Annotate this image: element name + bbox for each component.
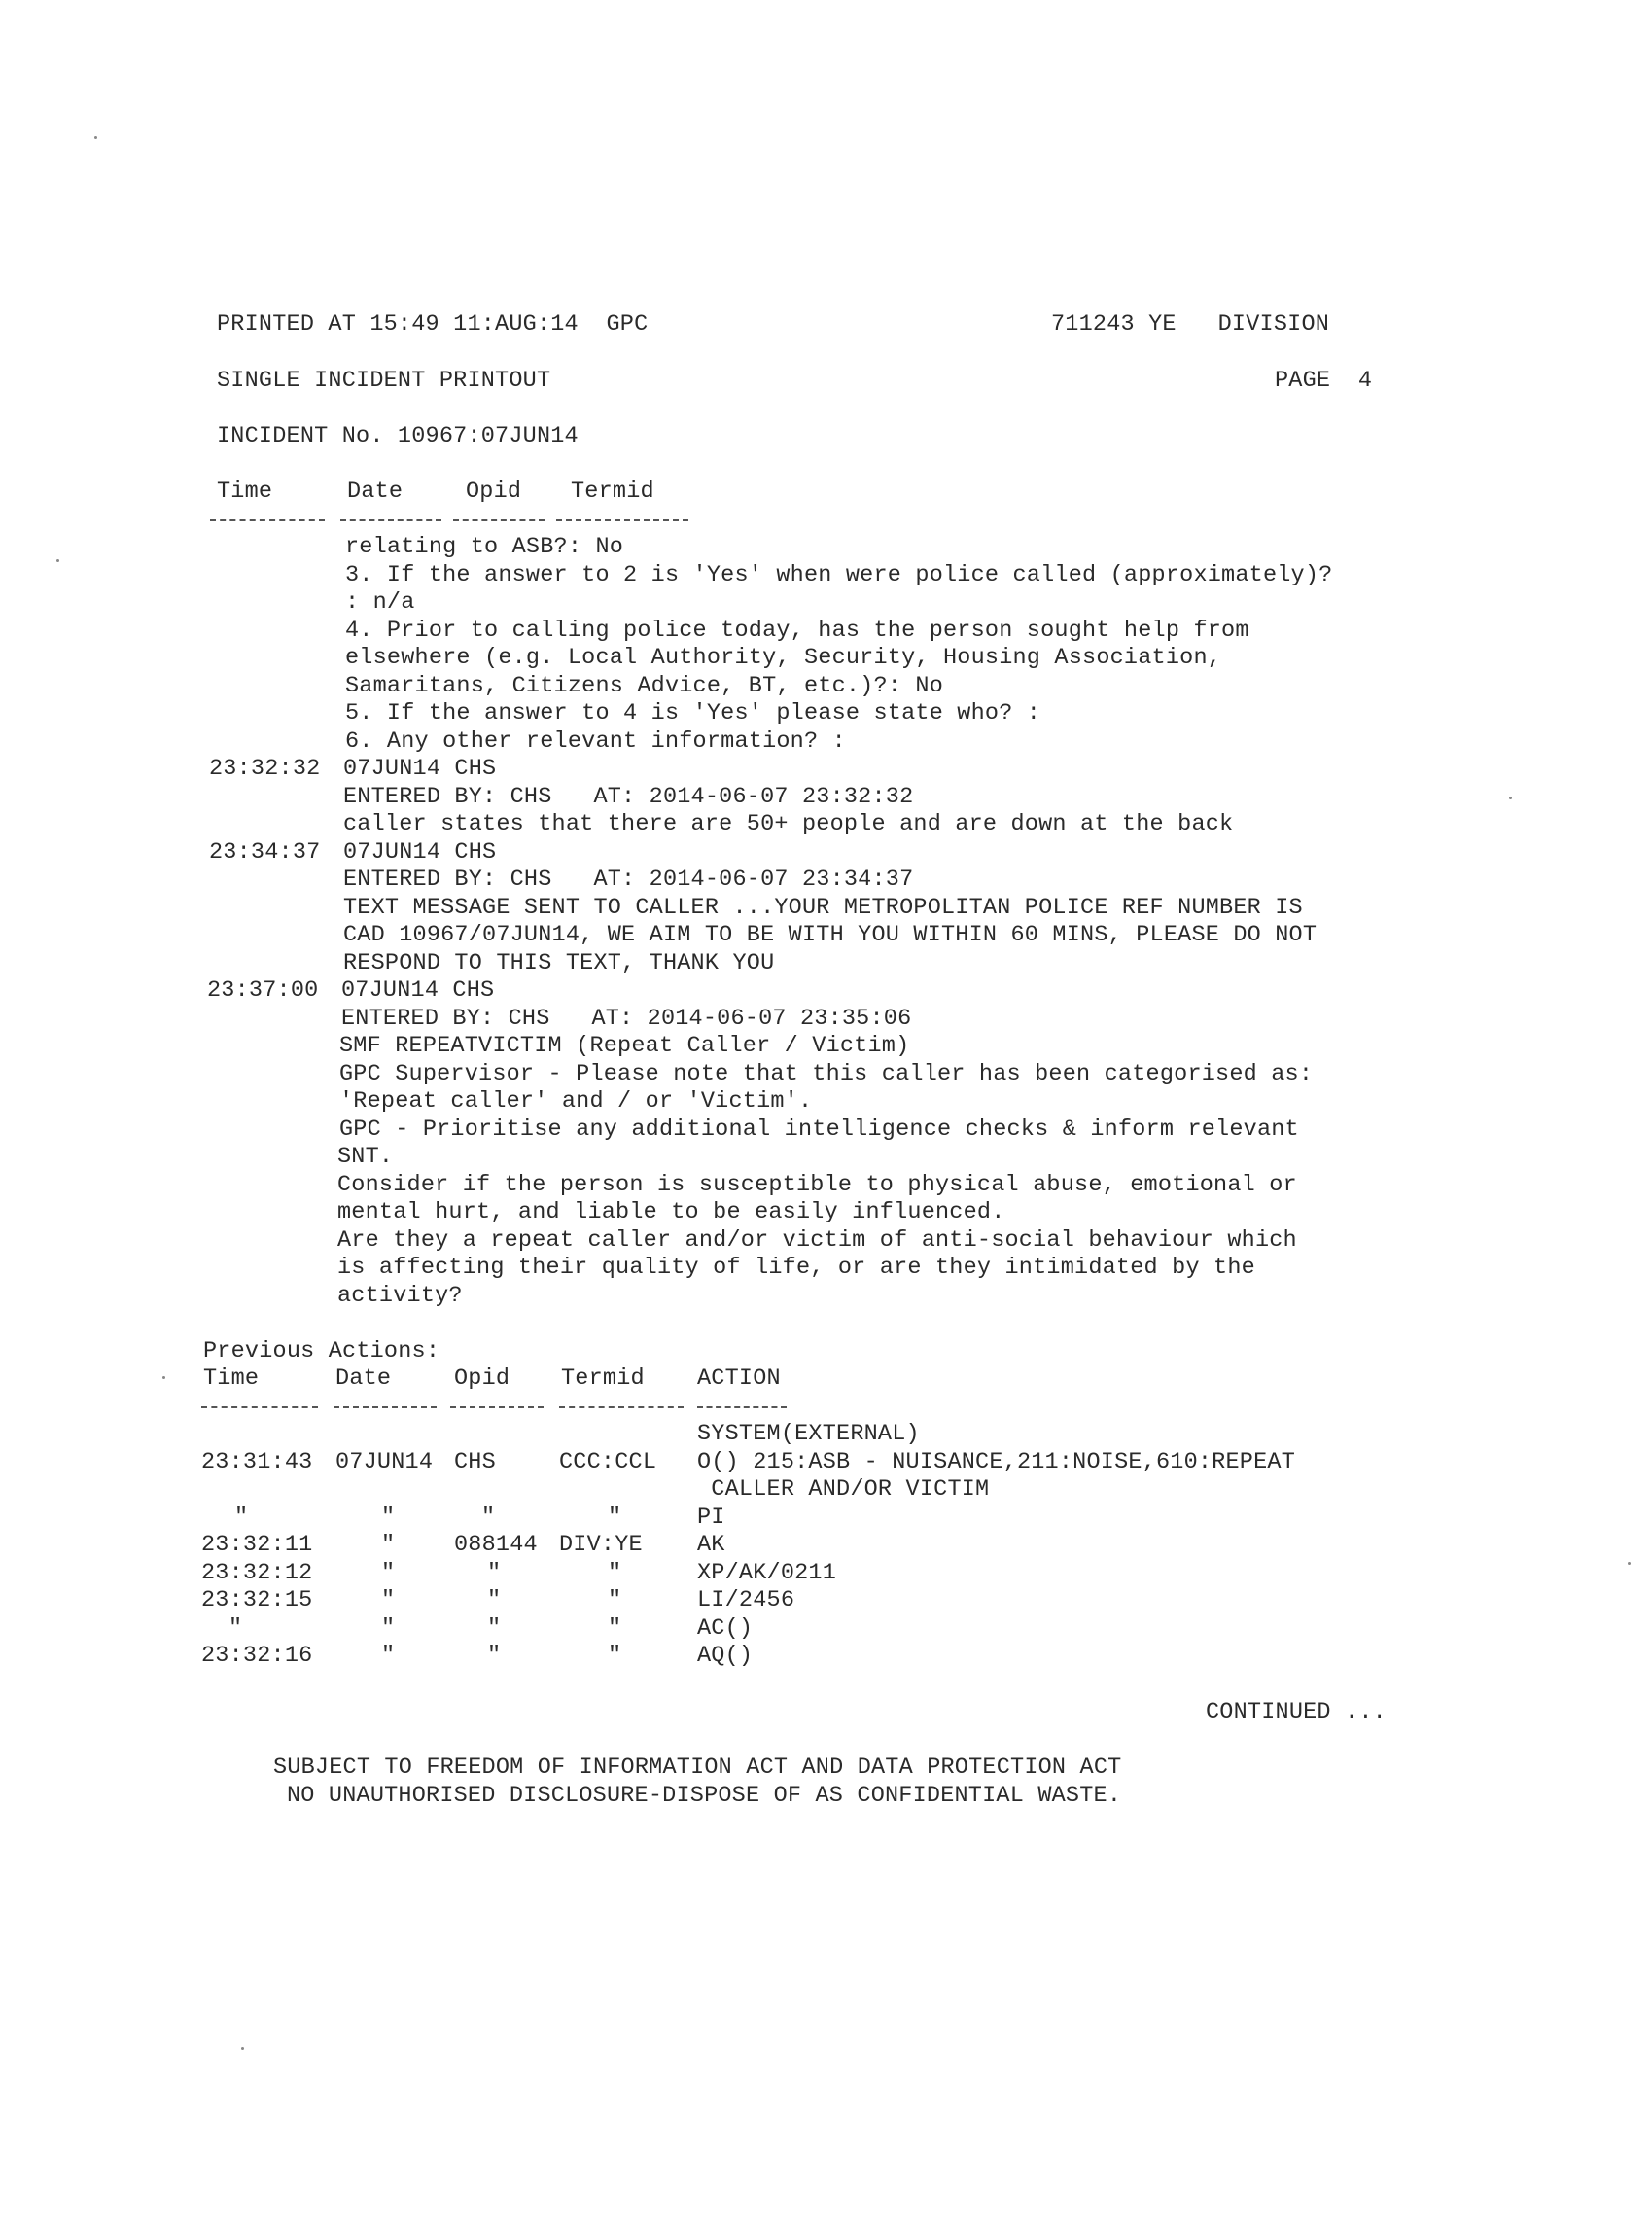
divider bbox=[334, 1406, 437, 1408]
date-cell: " bbox=[381, 1505, 396, 1531]
body-line: : n/a bbox=[345, 589, 415, 616]
action-cell: LI/2456 bbox=[697, 1587, 795, 1613]
divider bbox=[450, 1406, 544, 1408]
entry-line: TEXT MESSAGE SENT TO CALLER ...YOUR METROPOLITAN POLICE REF NUMBER IS bbox=[343, 895, 1303, 921]
col-opid: Opid bbox=[466, 478, 522, 505]
entry-line: GPC Supervisor - Please note that this caller has been categorised as: bbox=[339, 1061, 1314, 1087]
time-cell: " bbox=[234, 1505, 249, 1531]
date-cell: 07JUN14 bbox=[335, 1449, 434, 1475]
printed-at: PRINTED AT 15:49 11:AUG:14 GPC bbox=[217, 311, 649, 337]
termid-cell: " bbox=[608, 1615, 622, 1642]
body-line: relating to ASB?: No bbox=[345, 534, 624, 560]
entry-time: 23:32:32 bbox=[209, 756, 321, 782]
opid-cell: " bbox=[487, 1615, 502, 1642]
document-title: SINGLE INCIDENT PRINTOUT bbox=[217, 368, 551, 394]
date-cell: " bbox=[381, 1560, 396, 1586]
entry-line: RESPOND TO THIS TEXT, THANK YOU bbox=[343, 950, 775, 976]
pa-col-time: Time bbox=[203, 1365, 260, 1392]
continued-note: CONTINUED ... bbox=[1206, 1699, 1387, 1725]
scan-speck bbox=[1628, 1562, 1631, 1565]
time-cell: 23:32:15 bbox=[201, 1587, 313, 1613]
divider bbox=[556, 519, 688, 521]
scan-speck bbox=[162, 1376, 165, 1379]
entry-line: is affecting their quality of life, or are they intimidated by the bbox=[337, 1255, 1255, 1281]
termid-cell: CCC:CCL bbox=[559, 1449, 657, 1475]
entry-stamp: 07JUN14 CHS bbox=[343, 756, 497, 782]
action-cell: XP/AK/0211 bbox=[697, 1560, 837, 1586]
divider bbox=[697, 1406, 787, 1408]
footer-line: NO UNAUTHORISED DISCLOSURE-DISPOSE OF AS CONFIDENTIAL WASTE. bbox=[287, 1783, 1122, 1809]
pa-col-opid: Opid bbox=[454, 1365, 510, 1392]
pa-col-action: ACTION bbox=[697, 1365, 781, 1392]
body-line: 3. If the answer to 2 is 'Yes' when were police called (approximately)? bbox=[345, 562, 1333, 588]
pa-col-termid: Termid bbox=[561, 1365, 645, 1392]
termid-cell: " bbox=[608, 1505, 622, 1531]
action-cell: PI bbox=[697, 1505, 725, 1531]
scan-speck bbox=[1509, 797, 1512, 799]
termid-cell: " bbox=[608, 1643, 622, 1669]
opid-cell: " bbox=[487, 1643, 502, 1669]
entry-stamp: 07JUN14 CHS bbox=[341, 977, 495, 1004]
division: 711243 YE DIVISION bbox=[1051, 311, 1330, 337]
action-cell: AK bbox=[697, 1532, 725, 1558]
entry-line: SMF REPEATVICTIM (Repeat Caller / Victim) bbox=[339, 1033, 910, 1059]
incident-number: INCIDENT No. 10967:07JUN14 bbox=[217, 423, 579, 449]
col-date: Date bbox=[347, 478, 404, 505]
page-number: PAGE 4 bbox=[1275, 368, 1373, 394]
entry-line: activity? bbox=[337, 1283, 463, 1309]
body-line: 5. If the answer to 4 is 'Yes' please state who? : bbox=[345, 700, 1041, 726]
time-cell: 23:32:16 bbox=[201, 1643, 313, 1669]
scan-speck bbox=[94, 136, 97, 139]
scan-speck bbox=[56, 559, 59, 562]
entry-line: Consider if the person is susceptible to physical abuse, emotional or bbox=[337, 1172, 1297, 1198]
pa-col-date: Date bbox=[335, 1365, 392, 1392]
divider bbox=[210, 519, 325, 521]
body-line: elsewhere (e.g. Local Authority, Security, Housing Association, bbox=[345, 645, 1222, 671]
col-time: Time bbox=[217, 478, 273, 505]
action-cell: CALLER AND/OR VICTIM bbox=[697, 1476, 990, 1503]
entry-time: 23:37:00 bbox=[207, 977, 319, 1004]
divider bbox=[340, 519, 441, 521]
scan-speck bbox=[241, 2047, 244, 2050]
col-termid: Termid bbox=[571, 478, 654, 505]
entry-line: caller states that there are 50+ people and are down at the back bbox=[343, 811, 1234, 837]
time-cell: " bbox=[228, 1615, 243, 1642]
entry-line: SNT. bbox=[337, 1144, 394, 1170]
opid-cell: CHS bbox=[454, 1449, 496, 1475]
action-cell: AC() bbox=[697, 1615, 754, 1642]
footer-line: SUBJECT TO FREEDOM OF INFORMATION ACT AND DATA PROTECTION ACT bbox=[273, 1754, 1122, 1781]
entry-line: ENTERED BY: CHS AT: 2014-06-07 23:32:32 bbox=[343, 784, 914, 810]
previous-actions-heading: Previous Actions: bbox=[203, 1338, 440, 1364]
body-line: 4. Prior to calling police today, has the person sought help from bbox=[345, 618, 1249, 644]
action-cell: AQ() bbox=[697, 1643, 754, 1669]
entry-line: mental hurt, and liable to be easily influenced. bbox=[337, 1199, 1005, 1225]
termid-cell: " bbox=[608, 1560, 622, 1586]
opid-cell: " bbox=[487, 1560, 502, 1586]
entry-time: 23:34:37 bbox=[209, 839, 321, 866]
date-cell: " bbox=[381, 1532, 396, 1558]
entry-line: Are they a repeat caller and/or victim of anti-social behaviour which bbox=[337, 1227, 1297, 1254]
date-cell: " bbox=[381, 1615, 396, 1642]
time-cell: 23:32:11 bbox=[201, 1532, 313, 1558]
time-cell: 23:31:43 bbox=[201, 1449, 313, 1475]
divider bbox=[559, 1406, 684, 1408]
action-cell: SYSTEM(EXTERNAL) bbox=[697, 1421, 920, 1447]
body-line: 6. Any other relevant information? : bbox=[345, 728, 846, 755]
entry-line: ENTERED BY: CHS AT: 2014-06-07 23:35:06 bbox=[341, 1006, 912, 1032]
entry-line: CAD 10967/07JUN14, WE AIM TO BE WITH YOU WITHIN 60 MINS, PLEASE DO NOT bbox=[343, 922, 1318, 948]
termid-cell: " bbox=[608, 1587, 622, 1613]
opid-cell: 088144 bbox=[454, 1532, 538, 1558]
body-line: Samaritans, Citizens Advice, BT, etc.)?: No bbox=[345, 673, 943, 699]
divider bbox=[453, 519, 545, 521]
entry-line: GPC - Prioritise any additional intelligence checks & inform relevant bbox=[339, 1116, 1299, 1143]
date-cell: " bbox=[381, 1643, 396, 1669]
date-cell: " bbox=[381, 1587, 396, 1613]
opid-cell: " bbox=[481, 1505, 496, 1531]
entry-line: ENTERED BY: CHS AT: 2014-06-07 23:34:37 bbox=[343, 867, 914, 893]
entry-line: 'Repeat caller' and / or 'Victim'. bbox=[339, 1088, 813, 1115]
action-cell: O() 215:ASB - NUISANCE,211:NOISE,610:REPEAT bbox=[697, 1449, 1295, 1475]
opid-cell: " bbox=[487, 1587, 502, 1613]
time-cell: 23:32:12 bbox=[201, 1560, 313, 1586]
entry-stamp: 07JUN14 CHS bbox=[343, 839, 497, 866]
termid-cell: DIV:YE bbox=[559, 1532, 643, 1558]
divider bbox=[201, 1406, 318, 1408]
